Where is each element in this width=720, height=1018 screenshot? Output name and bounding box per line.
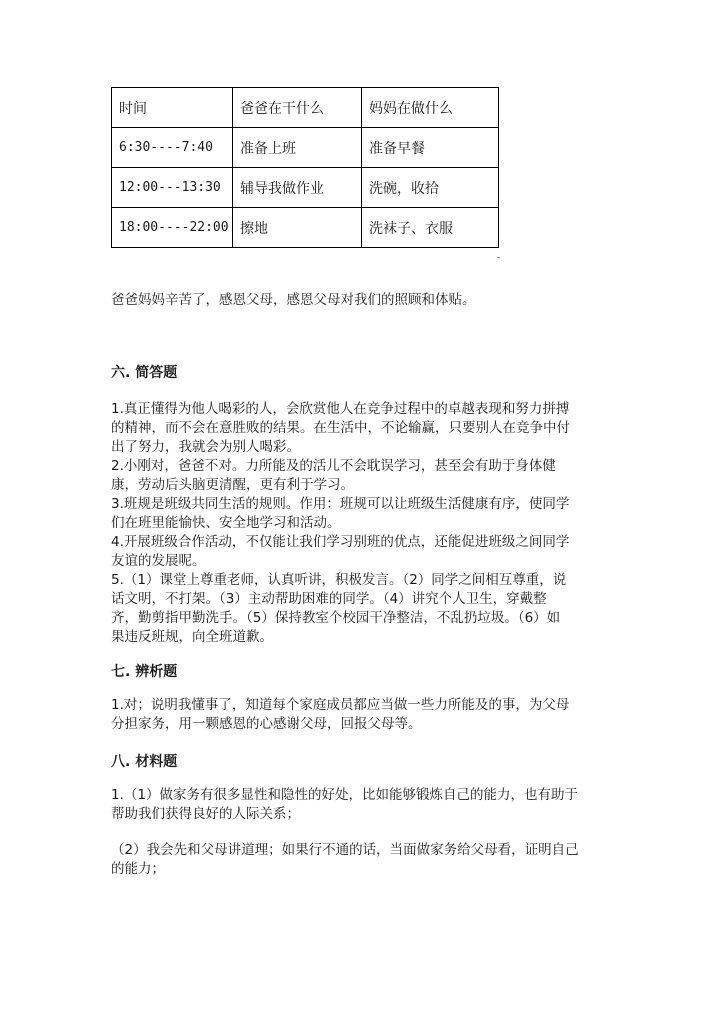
section-8-line: 帮助我们获得良好的人际关系；: [111, 806, 300, 822]
section-7-title: 七. 辨析题: [111, 664, 178, 680]
table-cell: 18:00----22:00: [112, 208, 233, 248]
table-cell: 辅导我做作业: [233, 168, 362, 208]
section-8-line: 的能力；: [111, 861, 165, 877]
section-6-line: 话文明，不打架。（3）主动帮助困难的同学。（4）讲究个人卫生，穿戴整: [111, 591, 547, 607]
table-row: [112, 168, 499, 208]
section-6-line: 出了努力，我就会为别人喝彩。: [111, 439, 300, 455]
section-7-line: 分担家务，用一颗感恩的心感谢父母，回报父母等。: [111, 716, 422, 732]
section-8-line: （2）我会先和父母讲道理；如果行不通的话，当面做家务给父母看，证明自己: [111, 842, 579, 858]
table-cell: 洗袜子、衣服: [362, 208, 499, 248]
section-8-line: 1.（1）做家务有很多显性和隐性的好处，比如能够锻炼自己的能力，也有助于: [111, 787, 578, 803]
section-6-line: 3.班规是班级共同生活的规则。作用：班规可以让班级生活健康有序，使同学: [111, 496, 570, 512]
summary-text: 爸爸妈妈辛苦了，感恩父母，感恩父母对我们的照顾和体贴。: [111, 292, 476, 308]
section-8-title: 八. 材料题: [111, 754, 178, 770]
section-6-line: 康，劳动后头脑更清醒，更有利于学习。: [111, 477, 354, 493]
section-6-line: 友谊的发展呢。: [111, 553, 206, 569]
table-cell: 准备早餐: [362, 128, 499, 168]
schedule-table: [111, 87, 499, 248]
table-header-cell: 时间: [112, 88, 233, 128]
table-cell: 洗碗，收拾: [362, 168, 499, 208]
table-corner-mark: [497, 257, 500, 258]
table-cell: 准备上班: [233, 128, 362, 168]
section-6-title: 六. 简答题: [111, 365, 178, 381]
section-6-line: 齐，勤剪指甲勤洗手。（5）保持教室个校园干净整洁，不乱扔垃圾。（6）如: [111, 610, 561, 626]
section-7-line: 1.对；说明我懂事了，知道每个家庭成员都应当做一些力所能及的事，为父母: [111, 697, 570, 713]
table-cell: 12:00---13:30: [112, 168, 233, 208]
table-cell: 擦地: [233, 208, 362, 248]
table-header-cell: 爸爸在干什么: [233, 88, 362, 128]
table-row: [112, 208, 499, 248]
section-6-line: 5.（1）课堂上尊重老师，认真听讲，积极发言。（2）同学之间相互尊重，说: [111, 572, 567, 588]
table-header-row: [112, 88, 499, 128]
section-6-line: 2.小刚对，爸爸不对。力所能及的活儿不会耽误学习，甚至会有助于身体健: [111, 458, 556, 474]
table-row: [112, 128, 499, 168]
section-6-line: 果违反班规，向全班道歉。: [111, 629, 273, 645]
section-6-line: 们在班里能愉快、安全地学习和活动。: [111, 515, 341, 531]
section-6-line: 1.真正懂得为他人喝彩的人，会欣赏他人在竞争过程中的卓越表现和努力拼搏: [111, 401, 570, 417]
section-6-line: 的精神，而不会在意胜败的结果。在生活中，不论输赢，只要别人在竞争中付: [111, 420, 570, 436]
section-6-line: 4.开展班级合作活动，不仅能让我们学习别班的优点，还能促进班级之间同学: [111, 534, 570, 550]
table-header-cell: 妈妈在做什么: [362, 88, 499, 128]
table-cell: 6:30----7:40: [112, 128, 233, 168]
